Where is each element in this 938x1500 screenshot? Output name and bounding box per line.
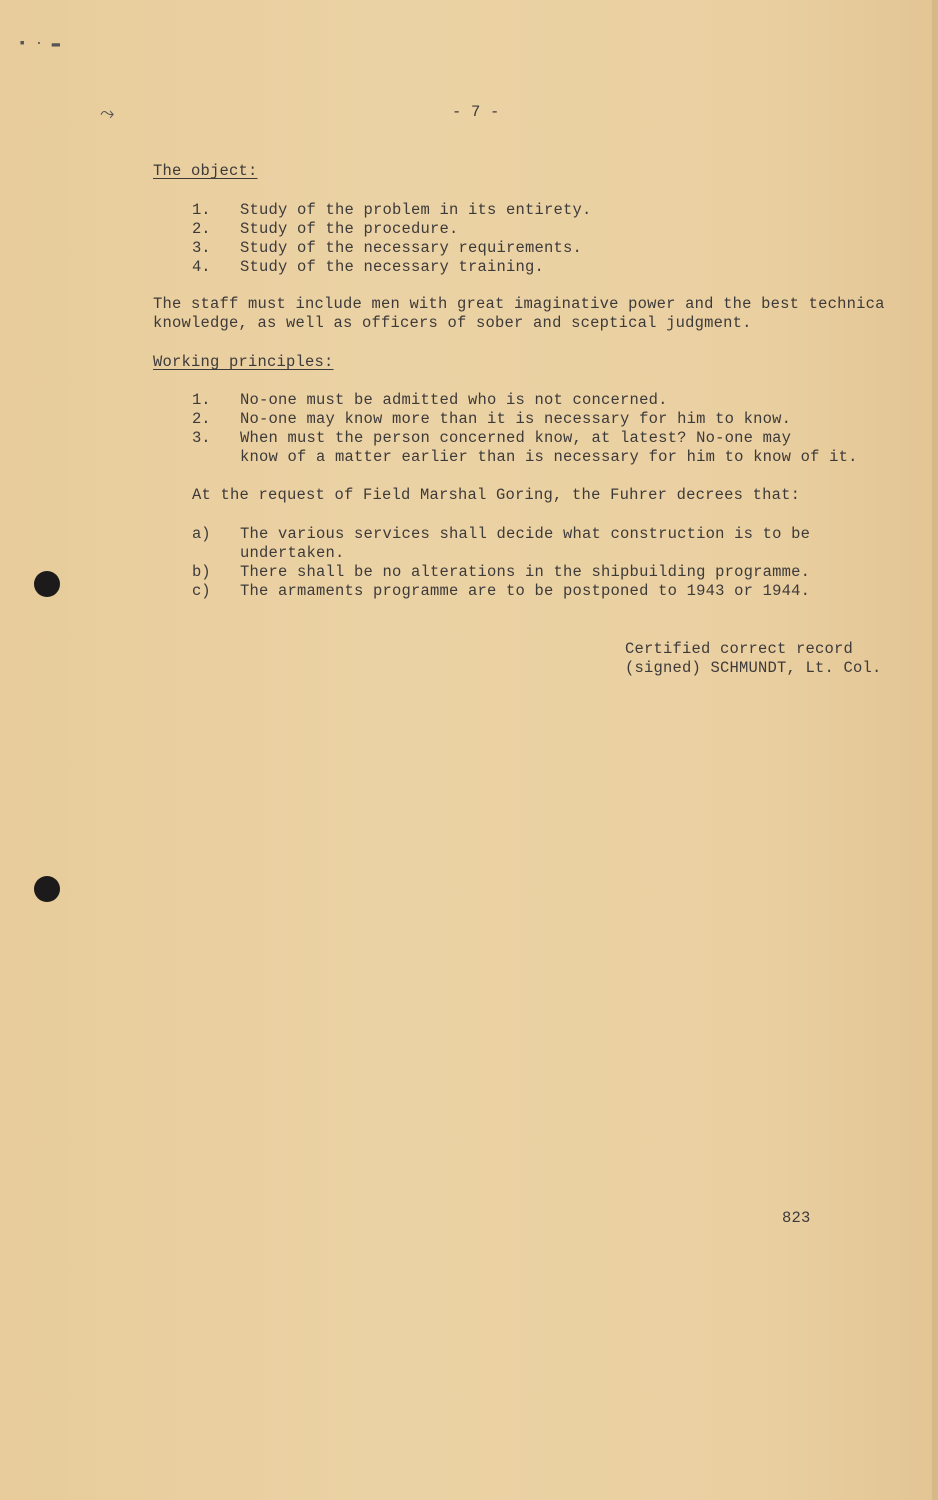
decree-item-num: a) bbox=[192, 525, 211, 543]
principles-heading: Working principles: bbox=[153, 353, 334, 371]
staff-paragraph-line: knowledge, as well as officers of sober and sceptical judgment. bbox=[153, 314, 752, 332]
decree-item-text: The armaments programme are to be postponed to 1943 or 1944. bbox=[240, 582, 811, 600]
decree-item-num: c) bbox=[192, 582, 211, 600]
staff-paragraph-line: The staff must include men with great imaginative power and the best technica bbox=[153, 295, 885, 313]
object-item-num: 4. bbox=[192, 258, 211, 276]
principle-text: No-one may know more than it is necessary for him to know. bbox=[240, 410, 792, 428]
principle-text: When must the person concerned know, at latest? No-one may bbox=[240, 429, 792, 447]
object-item-text: Study of the necessary training. bbox=[240, 258, 545, 276]
principle-num: 1. bbox=[192, 391, 211, 409]
decree-item-text: The various services shall decide what construction is to be bbox=[240, 525, 811, 543]
principle-text: No-one must be admitted who is not concerned. bbox=[240, 391, 668, 409]
object-item-num: 1. bbox=[192, 201, 211, 219]
object-item-num: 2. bbox=[192, 220, 211, 238]
page-number: - 7 - bbox=[452, 103, 500, 121]
object-heading: The object: bbox=[153, 162, 258, 180]
principle-num: 3. bbox=[192, 429, 211, 447]
principle-num: 2. bbox=[192, 410, 211, 428]
footer-page-number: 823 bbox=[782, 1209, 811, 1227]
decree-item-num: b) bbox=[192, 563, 211, 581]
page-edge bbox=[932, 0, 938, 1500]
object-item-text: Study of the procedure. bbox=[240, 220, 459, 238]
decree-intro: At the request of Field Marshal Goring, the Fuhrer decrees that: bbox=[192, 486, 801, 504]
principle-text-continued: know of a matter earlier than is necessary for him to know of it. bbox=[240, 448, 858, 466]
certification-signature: (signed) SCHMUNDT, Lt. Col. bbox=[625, 659, 882, 677]
handwritten-mark: ⤳ bbox=[100, 105, 115, 125]
decree-item-text-continued: undertaken. bbox=[240, 544, 345, 562]
decree-item-text: There shall be no alterations in the shipbuilding programme. bbox=[240, 563, 811, 581]
object-item-num: 3. bbox=[192, 239, 211, 257]
punch-hole-top bbox=[34, 571, 60, 597]
certification-line: Certified correct record bbox=[625, 640, 854, 658]
corner-marks: ▪ · ▬ bbox=[18, 36, 61, 52]
object-item-text: Study of the problem in its entirety. bbox=[240, 201, 592, 219]
punch-hole-bottom bbox=[34, 876, 60, 902]
object-item-text: Study of the necessary requirements. bbox=[240, 239, 583, 257]
